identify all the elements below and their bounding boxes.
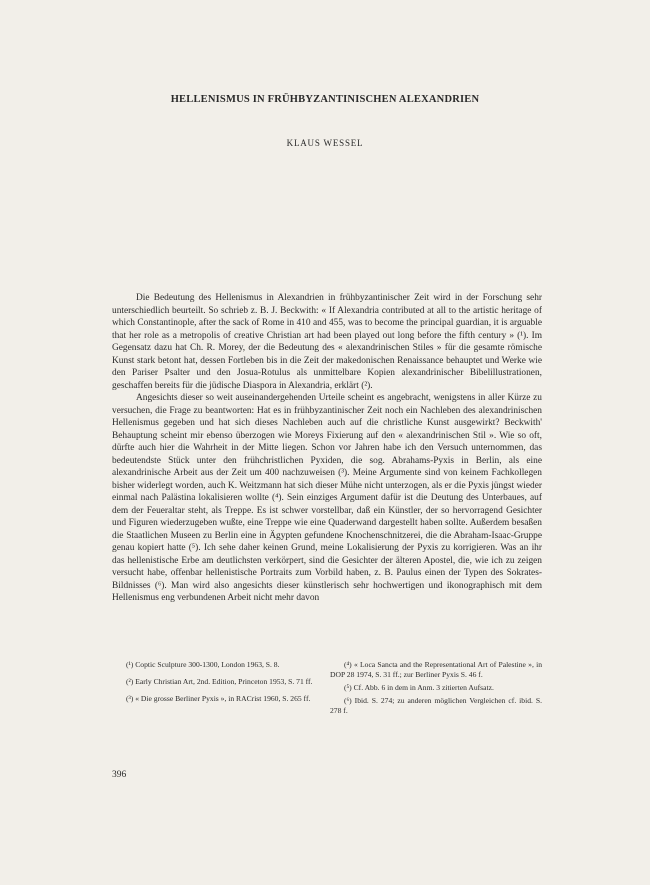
footnote: (³) « Die grosse Berliner Pyxis », in RACrist 1960, S. 265 ff. [126,694,311,703]
footnote: (²) Early Christian Art, 2nd. Edition, Princeton 1953, S. 71 ff. [126,677,313,686]
footnote: (⁴) « Loca Sancta and the Representational Art of Palestine », in DOP 28 1974, S. 31 ff.; zur Berliner Pyxis S. 46 f. [330,660,542,679]
footnote: (⁵) Cf. Abb. 6 in dem in Anm. 3 zitierten Aufsatz. [344,683,494,692]
footnote: (⁶) Ibid. S. 274; zu anderen möglichen Vergleichen cf. ibid. S. 278 f. [330,696,542,715]
footnote: (¹) Coptic Sculpture 300-1300, London 1963, S. 8. [126,660,280,669]
article-body [112,292,542,605]
body-paragraph: Die Bedeutung des Hellenismus in Alexandrien in frühbyzantinischer Zeit wird in der Forschung sehr unterschiedlich beurteilt. So schrieb z. B. J. Beckwith: « If Alexandria contributed at all to the artistic heritage of which Constantinople, after the sack of Rome in 410 and 455, was to become the principal guardian, it is arguable that her role as a metropolis of creative Christian art had been played out long before the fifth century » (¹). Im Gegensatz dazu hat Ch. R. Morey, der die Bedeutung des « alexandrinischen Stiles » für die gesamte römische Kunst stark betont hat, dessen Fortleben bis in die Zeit der makedonischen Renaissance behauptet und Werke wie den Pariser Psalter und den Josua-Rotulus als unmittelbare Kopien alexandrinischer Bibelillustrationen, geschaffen bereits für die jüdische Diaspora in Alexandria, erklärt (²). [112,293,542,391]
footnotes [112,660,542,719]
footnotes-left-column [112,660,317,719]
footnotes-right-column [330,660,542,719]
body-paragraph: Angesichts dieser so weit auseinandergehenden Urteile scheint es angebracht, wenigstens in aller Kürze zu versuchen, die Frage zu beantworten: Hat es in frühbyzantinischer Zeit noch ein Nachleben des alexandrinischen Hellenismus gegeben und hat sich dieses Nachleben auch auf die christliche Kunst ausgewirkt? Beckwith' Behauptung scheint mir ebenso überzogen wie Moreys Fixierung auf den « alexandrinischen Stil ». Wie so oft, dürfte auch hier die Wahrheit in der Mitte liegen. Schon vor Jahren habe ich den Versuch unternommen, das bedeutendste Stück unter den frühchristlichen Pyxiden, die sog. Abrahams-Pyxis in Berlin, als eine alexandrinische Arbeit aus der Zeit um 400 nachzuweisen (³). Meine Argumente sind von keinem Fachkollegen bisher widerlegt worden, auch K. Weitzmann hat sich dieser Mühe nicht unterzogen, als er die Pyxis jüngst wieder einmal nach Palästina lokalisieren wollte (⁴). Sein einziges Argument dafür ist die Deutung des Unterbaues, auf dem der Feueraltar steht, als Treppe. Es ist schwer vorstellbar, daß ein Künstler, der so hervorragend Gesichter und Figuren wiederzugeben wußte, eine Treppe wie eine Quaderwand dargestellt haben sollte. Außerdem besaßen die Staatlichen Museen zu Berlin eine in Ägypten gefundene Knochenschnitzerei, die die Abraham-Isaac-Gruppe genau kopiert hatte (⁵). Ich sehe daher keinen Grund, meine Lokalisierung der Pyxis zu korrigieren. Was an ihr das hellenistische Erbe am deutlichsten verkörpert, sind die Gesichter der älteren Apostel, die, wie ich zu zeigen versucht habe, offenbar hellenistische Portraits zum Vorbild haben, z. B. Paulus einen der Typen des Sokrates-Bildnisses (⁶). Man wird also angesichts dieser künstlerisch sehr hochwertigen und ikonographisch mit dem Hellenismus eng verbundenen Arbeit nicht mehr davon [112,393,542,603]
article-author: KLAUS WESSEL [286,138,364,148]
article-title: HELLENISMUS IN FRÜHBYZANTINISCHEN ALEXANDRIEN [170,94,480,105]
page-number: 396 [112,770,127,780]
